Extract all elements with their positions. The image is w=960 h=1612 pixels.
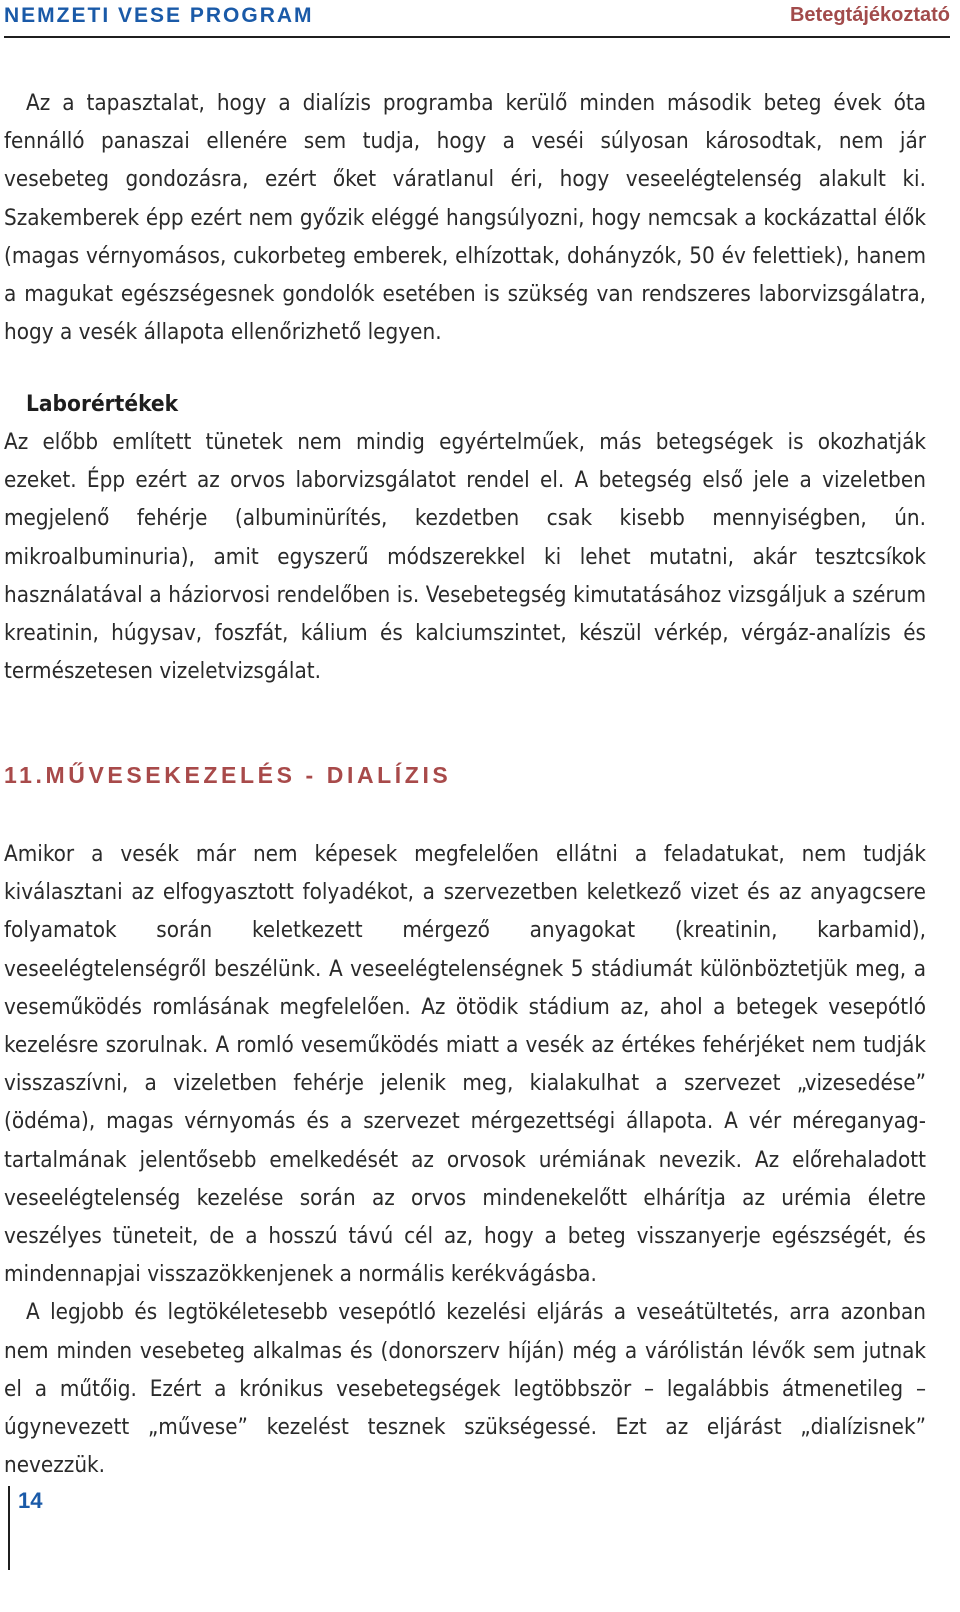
- lab-values-paragraph: Az előbb említett tünetek nem mindig egyértelműek, más betegségek is okozhatják ezeket. Épp ezért az orvos laborvizsgálatot rendel el. A betegség első jele a vizeletben megjelenő fehérje (albuminürítés, kezdetben csak kisebb mennyiségben, ún. mikroalbuminuria), amit egyszerű módszerekkel ki lehet mutatni, akár tesztcsíkok használatával a háziorvosi rendelőben is. Vesebetegség kimutatásához vizsgáljuk a szérum kreatinin, húgysav, foszfát, kálium és kalciumszintet, készül vérkép, vérgáz-analízis és természetesen vizeletvizsgálat.: [4, 429, 926, 685]
- brand-title: NEMZETI VESE PROGRAM: [4, 4, 314, 27]
- page-number: 14: [8, 1486, 42, 1570]
- lab-values-heading: Laborértékek: [26, 391, 179, 417]
- intro-paragraph: Az a tapasztalat, hogy a dialízis programba kerülő minden második beteg évek óta fennálló panaszai ellenére sem tudja, hogy a veséi súlyosan károsodtak, nem jár vesebeteg gondozásra, ezért őket váratlanul éri, hogy veseelégtelenség alakult ki. Szakemberek épp ezért nem győzik eléggé hangsúlyozni, hogy nemcsak a kockázattal élők (magas vérnyomásos, cukorbeteg emberek, elhízottak, dohányzók, 50 év felettiek), hanem a magukat egészségesnek gondolók esetében is szükség van rendszeres laborvizsgálatra, hogy a vesék állapota ellenőrizhető legyen.: [4, 90, 926, 346]
- chapter-heading: 11.MŰVESEKEZELÉS - DIALÍZIS: [4, 762, 452, 788]
- dialysis-paragraph-1: Amikor a vesék már nem képesek megfelelően ellátni a feladatukat, nem tudják kiválasztani az elfogyasztott folyadékot, a szervezetben keletkező vizet és az anyagcsere folyamatok során keletkezett mérgező anyagokat (kreatinin, karbamid), veseelégtelenségről beszélünk. A veseelégtelenségnek 5 stádiumát különböztetjük meg, a veseműködés romlásának megfelelően. Az ötödik stádium az, ahol a betegek vesepótló kezelésre szorulnak. A romló veseműködés miatt a vesék az értékes fehérjéket nem tudják visszaszívni, a vizeletben fehérje jelenik meg, kialakulhat a szervezet „vizesedése” (ödéma), magas vérnyomás és a szervezet mérgezettségi állapota. A vér méreganyag-tartalmának jelentősebb emelkedését az orvosok urémiának nevezik. Az előrehaladott veseelégtelenség kezelése során az orvos mindenekelőtt elhárítja az urémia életre veszélyes tüneteit, de a hosszú távú cél az, hogy a beteg visszanyerje egészségét, és mindennapjai visszazökkenjenek a normális kerékvágásba.: [4, 841, 926, 1288]
- section-label: Betegtájékoztató: [789, 4, 950, 26]
- dialysis-paragraph-2: A legjobb és legtökéletesebb vesepótló kezelési eljárás a veseátültetés, arra azonban nem minden vesebeteg alkalmas és (donorszerv híján) még a várólistán lévők sem jutnak el a műtőig. Ezért a krónikus vesebetegségek legtöbbször – legalábbis átmenetileg – úgynevezett „művese” kezelést tesznek szükségessé. Ezt az eljárást „dialízisnek” nevezzük.: [4, 1299, 926, 1479]
- intro-section: [4, 84, 926, 351]
- page-header: [4, 0, 950, 38]
- dialysis-section: [4, 835, 926, 1484]
- lab-values-section: [4, 385, 926, 690]
